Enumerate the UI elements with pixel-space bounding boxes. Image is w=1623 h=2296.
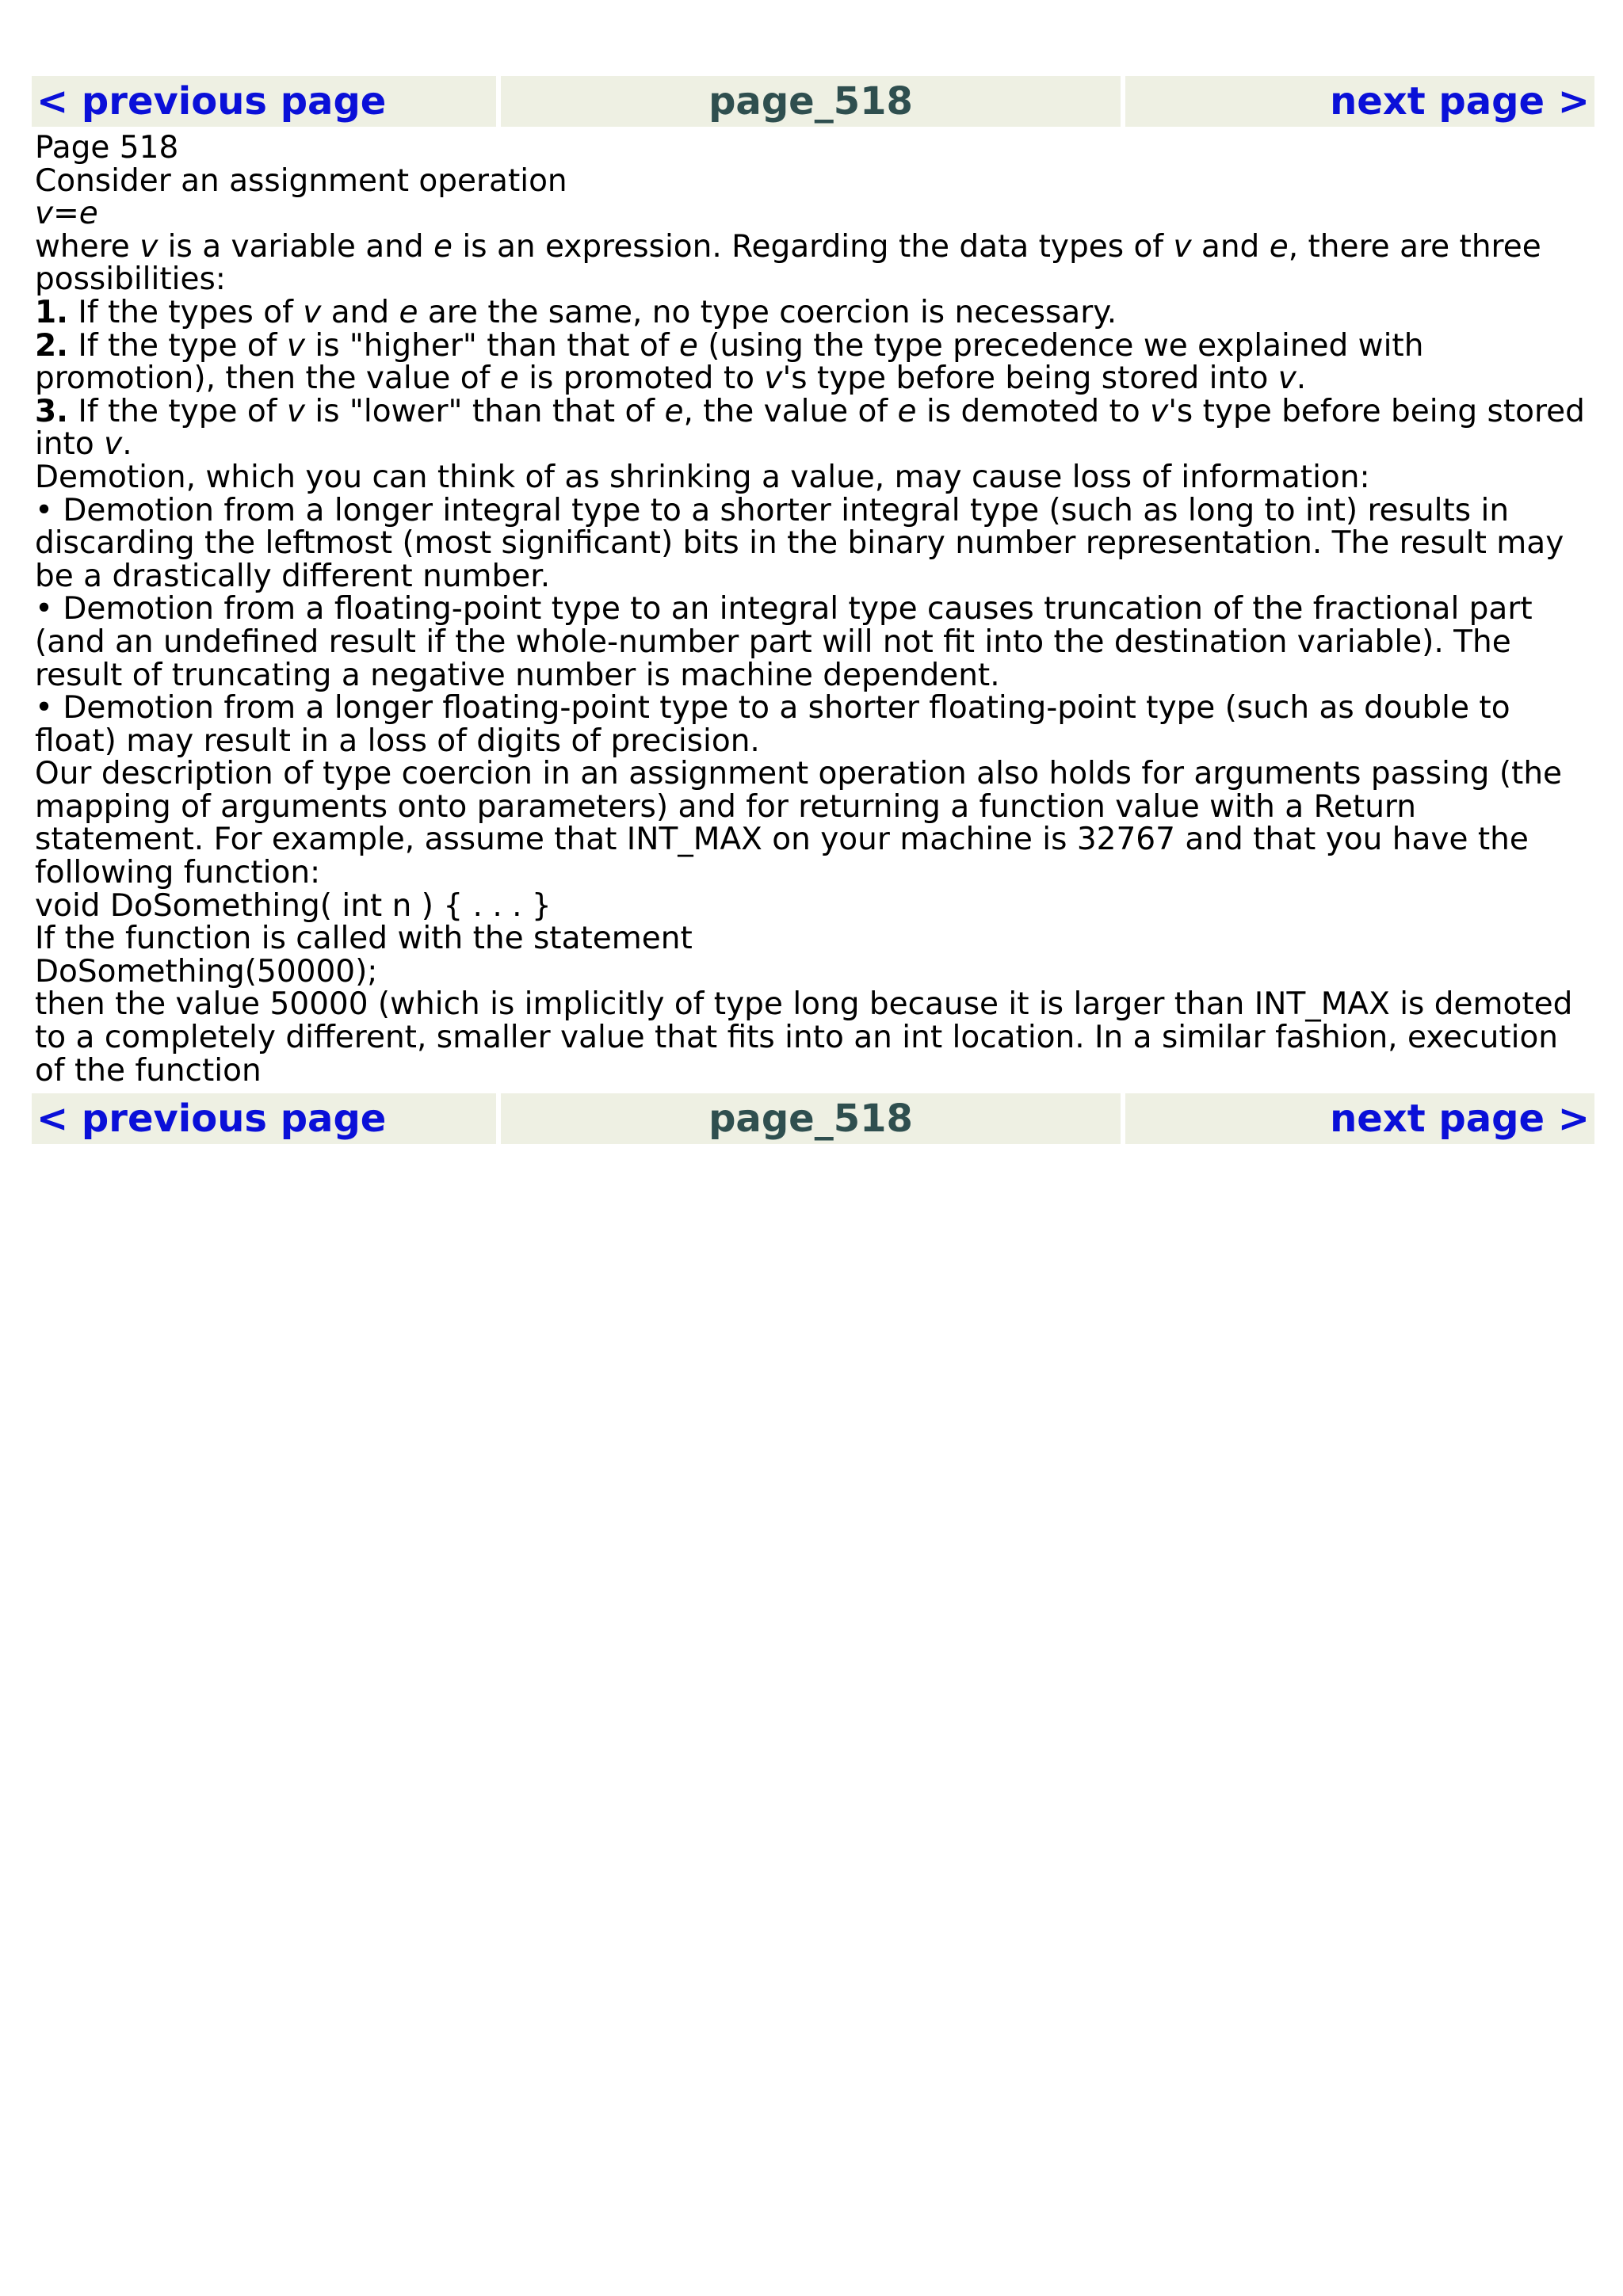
var-v: v <box>286 393 305 429</box>
var-v: v <box>1277 360 1296 397</box>
bottom-page-label: page_518 <box>501 1093 1121 1144</box>
text-span: , there are three possibilities: <box>35 228 1541 298</box>
text-span: If the types of <box>67 294 304 330</box>
text-span: and <box>321 294 399 330</box>
text-span: and <box>1191 228 1270 265</box>
list-number: 3. <box>35 393 68 429</box>
bullet-item-1: • Demotion from a longer integral type to a shorter integral type (such as long to int) results in discarding the leftmost (most significant) bits in the binary number representation. The result may be a drastically different number. <box>35 492 1564 594</box>
assignment-var-e: e <box>78 196 98 232</box>
intro-text: Consider an assignment operation <box>35 162 567 199</box>
list-number: 2. <box>35 327 68 364</box>
top-nav-bar <box>32 76 1594 127</box>
bottom-nav-bar <box>32 1093 1594 1144</box>
var-e: e <box>664 393 684 429</box>
assignment-expression <box>35 197 1591 231</box>
called-with-text: If the function is called with the statement <box>35 921 693 957</box>
page-heading: Page 518 <box>35 130 179 166</box>
bullet-item-3: • Demotion from a longer floating-point type to a shorter floating-point type (such as double to float) may result in a loss of digits of precision. <box>35 690 1510 759</box>
var-v: v <box>104 426 123 463</box>
var-e: e <box>1269 228 1289 265</box>
bottom-previous-page-link[interactable]: < previous page <box>36 1097 387 1142</box>
var-v: v <box>1173 228 1192 265</box>
var-e: e <box>399 294 418 330</box>
text-span: is demoted to <box>916 393 1151 429</box>
conclusion-paragraph: then the value 50000 (which is implicitly of type long because it is larger than INT_MAX is demoted to a completely different, smaller value that fits into an int location. In a similar fashion, execution of the function <box>35 986 1573 1089</box>
bullet-item-2: • Demotion from a floating-point type to an integral type causes truncation of the fractional part (and an undefined result if the whole-number part will not fit into the destination variable). The result of truncating a negative number is machine dependent. <box>35 591 1533 693</box>
var-v: v <box>139 228 158 265</box>
var-e: e <box>433 228 453 265</box>
text-span: is "lower" than that of <box>304 393 665 429</box>
text-span: 's type before being stored into <box>35 393 1585 463</box>
var-v: v <box>1150 393 1169 429</box>
top-nav-next-cell <box>1125 76 1594 127</box>
var-v: v <box>286 327 305 364</box>
bottom-next-page-link[interactable]: next page > <box>1330 1097 1590 1142</box>
code-function-declaration: void DoSomething( int n ) { . . . } <box>35 887 552 924</box>
text-span: . <box>122 426 132 463</box>
text-span: , the value of <box>683 393 898 429</box>
text-span: where <box>35 228 140 265</box>
page <box>32 76 1594 1144</box>
text-span: If the type of <box>67 327 287 364</box>
assignment-var-v: v <box>35 196 54 232</box>
bottom-nav-prev-cell <box>32 1093 496 1144</box>
text-span: . <box>1296 360 1307 397</box>
text-span: are the same, no type coercion is necessary. <box>418 294 1117 330</box>
top-next-page-link[interactable]: next page > <box>1330 79 1590 124</box>
top-page-label: page_518 <box>501 76 1121 127</box>
top-previous-page-link[interactable]: < previous page <box>36 79 387 124</box>
list-number: 1. <box>35 294 68 330</box>
var-v: v <box>764 360 783 397</box>
list-item-1 <box>35 296 1591 330</box>
assignment-equals: = <box>53 196 79 232</box>
var-e: e <box>499 360 519 397</box>
where-paragraph <box>35 228 1591 298</box>
var-e: e <box>897 393 917 429</box>
text-span: (using the type precedence we explained with promotion), then the value of <box>35 327 1424 397</box>
bottom-nav-next-cell <box>1125 1093 1594 1144</box>
text-span: 's type before being stored into <box>782 360 1278 397</box>
text-span: is "higher" than that of <box>304 327 679 364</box>
var-e: e <box>678 327 698 364</box>
text-span: is an expression. Regarding the data types of <box>453 228 1174 265</box>
list-item-3 <box>35 395 1591 461</box>
demotion-intro: Demotion, which you can think of as shrinking a value, may cause loss of information: <box>35 459 1370 495</box>
code-function-call: DoSomething(50000); <box>35 953 378 990</box>
top-nav-prev-cell <box>32 76 496 127</box>
description-paragraph: Our description of type coercion in an assignment operation also holds for arguments passing (the mapping of arguments onto parameters) and for returning a function value with a Return statement. For example, assume that INT_MAX on your machine is 32767 and that you have the following function: <box>35 756 1563 891</box>
text-span: If the type of <box>67 393 287 429</box>
var-v: v <box>303 294 322 330</box>
page-content <box>32 127 1594 1093</box>
list-item-2 <box>35 327 1591 397</box>
text-span: is promoted to <box>518 360 765 397</box>
text-span: is a variable and <box>158 228 434 265</box>
